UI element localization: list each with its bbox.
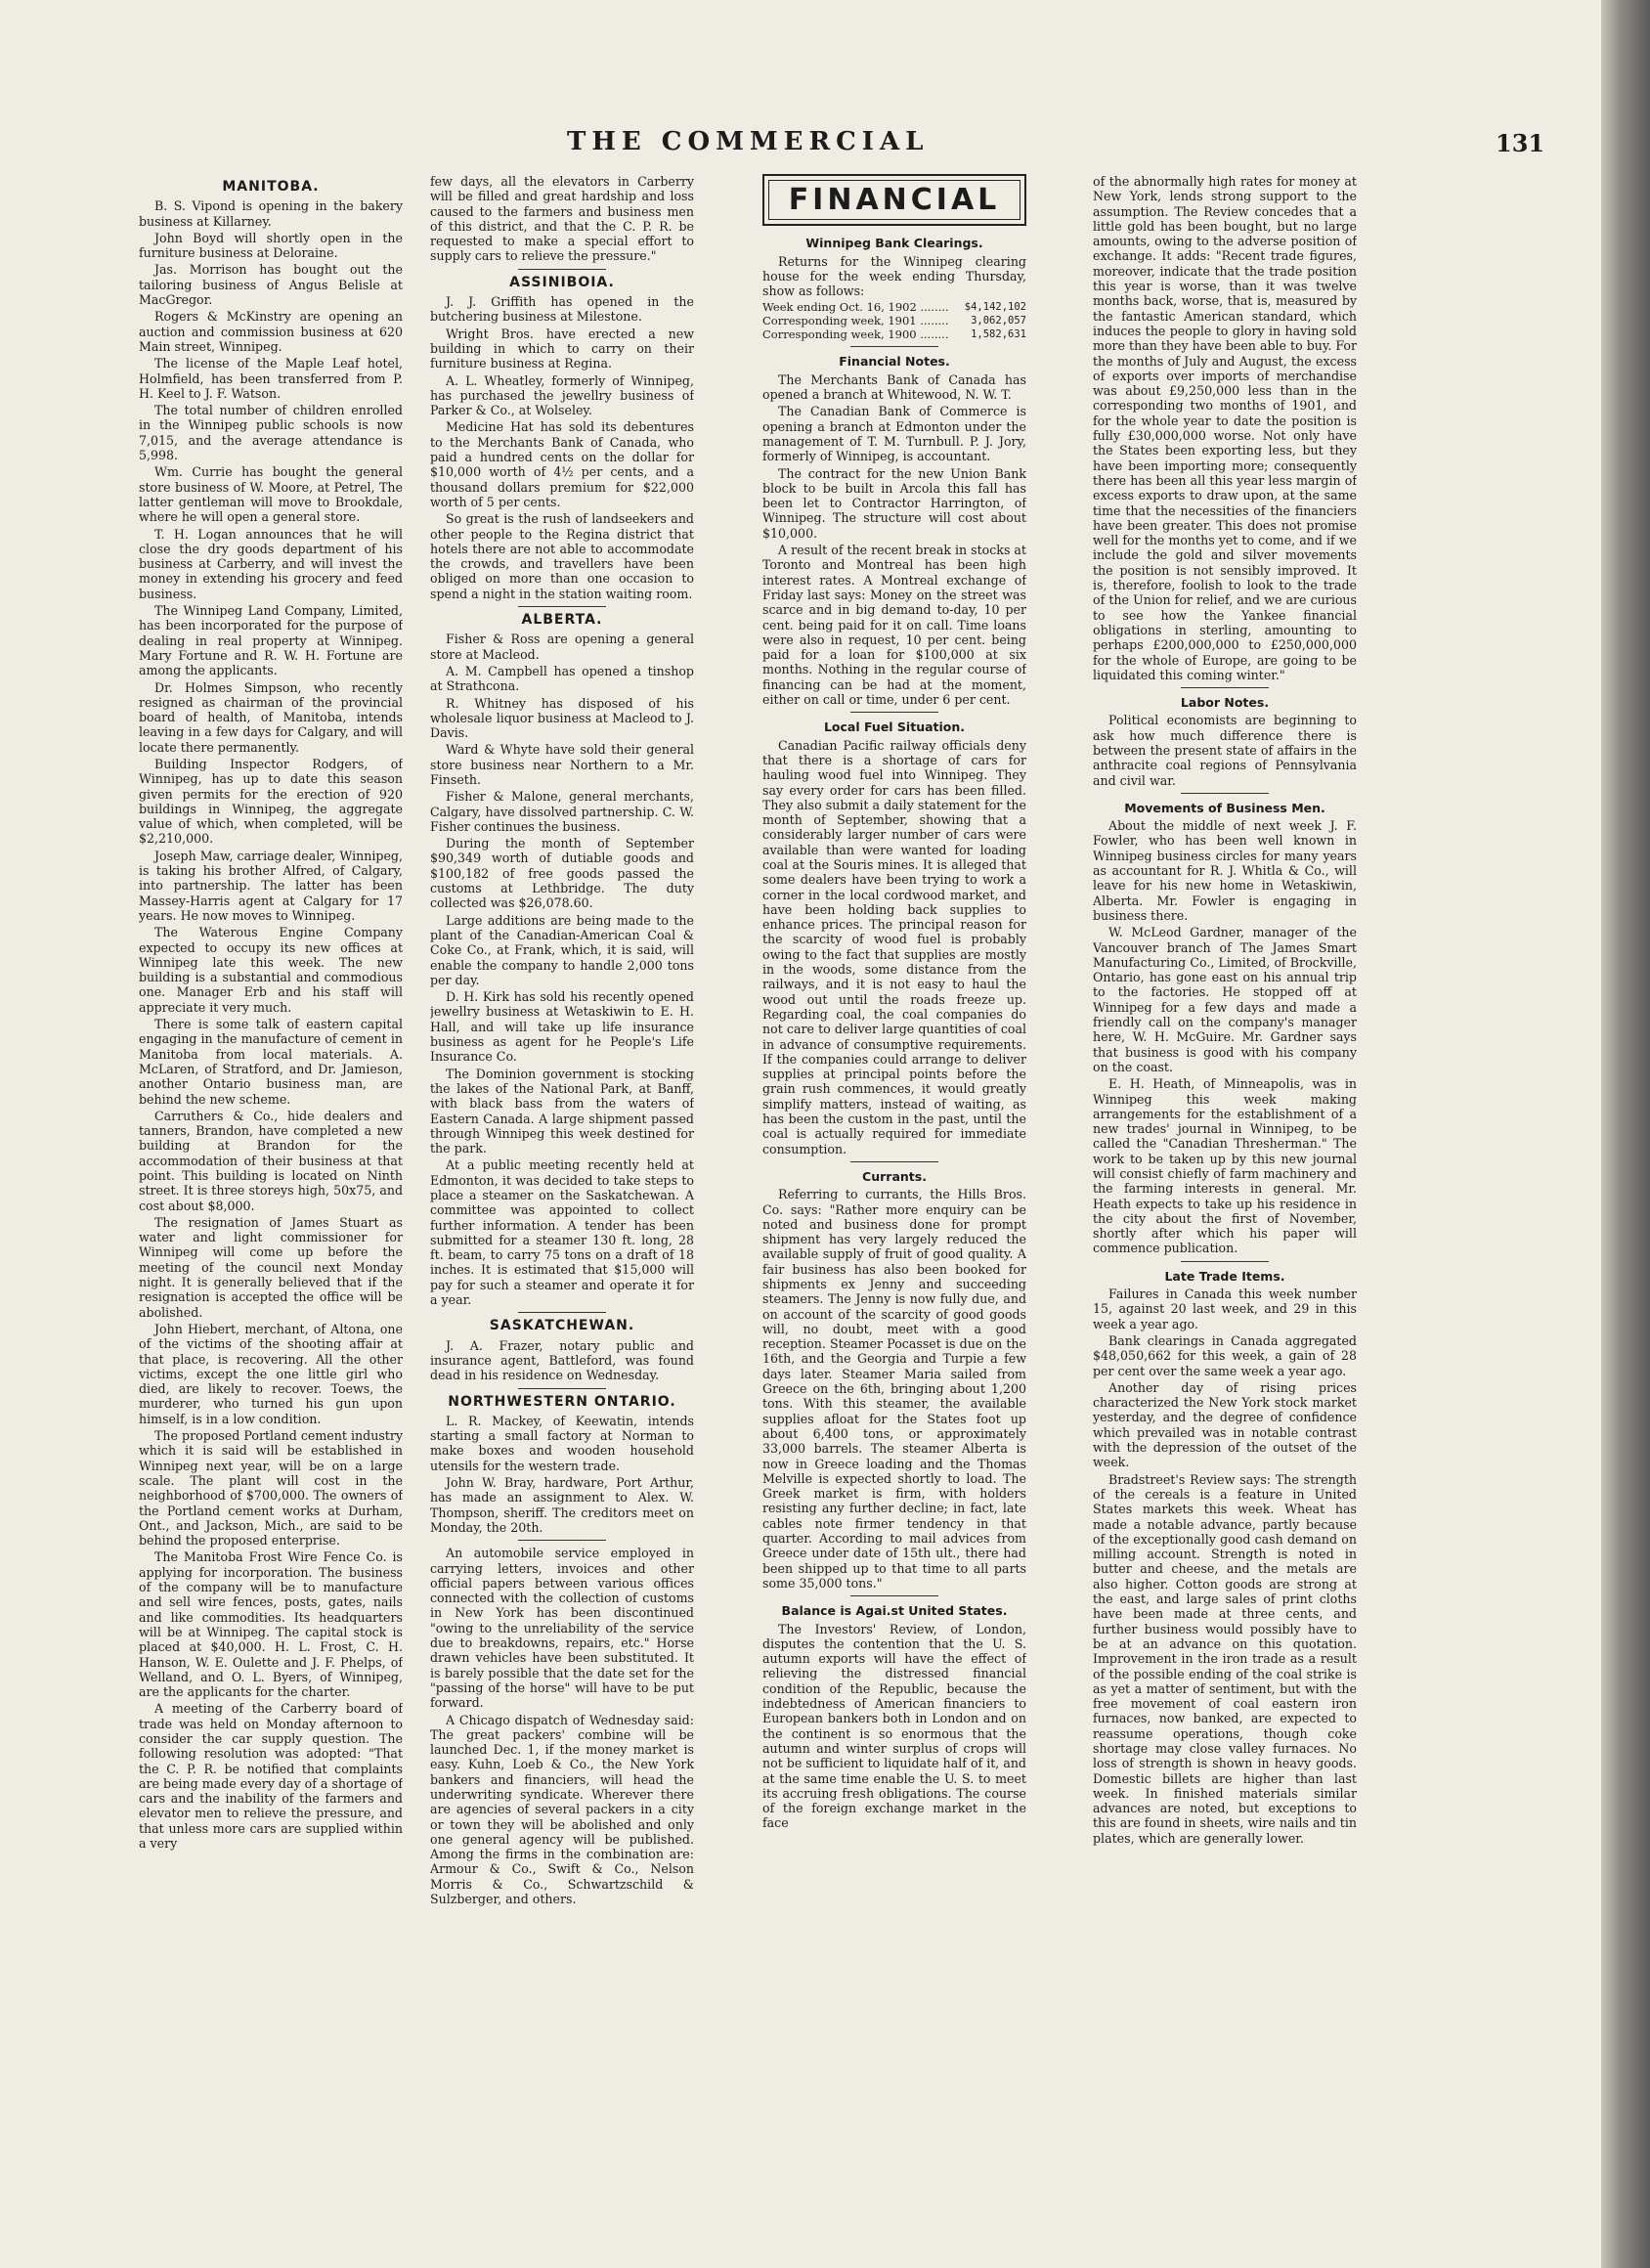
news-item: Canadian Pacific railway officials deny that there is a shortage of cars for hauling wood fuel into Winnipeg. They say every order for cars has been filled. They also submit a daily statement for the month of September, showing that a considerably larger number of cars were available than were wanted for loading coal at the Souris mines. It is alleged that some dealers have been trying to work a corner in the local cordwood market, and have been holding back supplies to enhance prices. The principal reason for the scarcity of wood fuel is probably owing to the fact that supplies are mostly in the woods, some distance from the railways, and it is not easy to haul the wood out until the roads freeze up. Regarding coal, the coal companies do not care to deliver large quantities of coal in advance of consumptive requirements. If the companies could arrange to deliver supplies at principal points before the grain rush commences, it would greatly simplify matters, instead of waiting, as has been the custom in the past, until the coal is actually required for immediate consumption. [762, 737, 1026, 1156]
section-heading-alberta: ALBERTA. [521, 612, 603, 629]
running-head: THE COMMERCIAL [567, 127, 930, 156]
heading-bank-clearings: Winnipeg Bank Clearings. [805, 236, 983, 251]
northwestern-ontario-items [430, 1414, 694, 1535]
balance-items [762, 1622, 1026, 1831]
news-item: Ward & Whyte have sold their general store business near Northern to a Mr. Finseth. [430, 742, 694, 787]
continued-paragraph: of the abnormally high rates for money at New York, lends strong support to the assumption. The Review concedes that a little gold has been bought, but no large amounts, owing to the adverse position of exchange. It adds: "Recent trade figures, moreover, indicate that the trade position this year is worse, than it was twelve months back, worse, that is, measured by the fantastic American standard, which induces the people to glory in having sold more than they have been able to buy. For the months of July and August, the excess of exports over imports of merchandise was about £9,250,000 less than in the corresponding two months of 1901, and for the whole year to date the position is fully £30,000,000 worse. Not only have the States been exporting less, but they have been importing more; consequently there has been all this year less margin of excess exports to draw upon, at the same time that the necessities of the financiers have been greater. This does not promise well for the months yet to come, and if we include the gold and silver movements the position is not sensibly improved. It is, therefore, foolish to look to the trade of the Union for relief, and we are curious to see how the Yankee financial obligations in sterling, amounting to perhaps £200,000,000 to £250,000,000 for the whole of Europe, are going to be liquidated this coming winter." [1093, 174, 1357, 682]
assiniboia-items [430, 294, 694, 601]
heading-labor-notes: Labor Notes. [1180, 695, 1270, 711]
section-heading-saskatchewan: SASKATCHEWAN. [489, 1318, 635, 1334]
news-item: B. S. Vipond is opening in the bakery business at Killarney. [139, 198, 403, 229]
column-4 [1093, 174, 1357, 2266]
news-item: Joseph Maw, carriage dealer, Winnipeg, is taking his brother Alfred, of Calgary, into partnership. The latter has been Massey-Harris agent at Calgary for 17 years. He now moves to Winnipeg. [139, 848, 403, 923]
news-item: E. H. Heath, of Minneapolis, was in Winnipeg this week making arrangements for the establishment of a new trades' journal in Winnipeg, to be called the "Canadian Thresherman." The work to be taken up by this new journal will consist chiefly of farm machinery and the farming interests in general. Mr. Heath expects to take up his residence in the city about the first of November, shortly after which his paper will commence publication. [1093, 1076, 1357, 1256]
news-item: Jas. Morrison has bought out the tailoring business of Angus Belisle at MacGregor. [139, 262, 403, 308]
news-item: Medicine Hat has sold its debentures to the Merchants Bank of Canada, who paid a hundred cents on the dollar for $10,000 worth of 4½ per cents, and a thousand dollars premium for $22,000 worth of 5 per cents. [430, 419, 694, 509]
clearings-value: 1,582,631 [971, 328, 1026, 341]
binding-edge [1601, 0, 1650, 2268]
clearings-label: Corresponding week, 1901 ........ [762, 314, 949, 328]
financial-title: FINANCIAL [768, 180, 1020, 220]
news-item: Referring to currants, the Hills Bros. Co. says: "Rather more enquiry can be noted and business done for prompt shipment has very largely reduced the available supply of fruit of good quality. A fair business has also been booked for shipments ex Jenny and succeeding steamers. The Jenny is now fully due, and on account of the scarcity of good goods will, no doubt, meet with a good reception. Steamer Pocasset is due on the 16th, and the Georgia and Turpie a few days later. Steamer Maria sailed from Greece on the 6th, bringing about 1,200 tons. With this steamer, the available supplies afloat for the States foot up about 6,400 tons, or approximately 33,000 barrels. The steamer Alberta is now in Greece loading and the Thomas Melville is expected shortly to load. The Greek market is firm, with holders resisting any further decline; in fact, late cables note firmer tendency in that quarter. According to mail advices from Greece under date of 15th ult., there had been shipped up to that time to all parts some 35,000 tons." [762, 1187, 1026, 1591]
news-item: A. L. Wheatley, formerly of Winnipeg, has purchased the jewellry business of Parker & Co., at Wolseley. [430, 372, 694, 418]
heading-financial-notes: Financial Notes. [839, 354, 950, 370]
section-rule [518, 269, 606, 270]
news-item: The contract for the new Union Bank block to be built in Arcola this fall has been let to Contractor Harrington, of Winnipeg. The structure will cost about $10,000. [762, 465, 1026, 541]
clearings-value: $4,142,102 [964, 301, 1026, 314]
section-rule [518, 606, 606, 607]
late-trade-items [1093, 1287, 1357, 1846]
news-item: J. J. Griffith has opened in the butchering business at Milestone. [430, 294, 694, 325]
news-item: Wright Bros. have erected a new building in which to carry on their furniture business at Regina. [430, 326, 694, 371]
fuel-items [762, 738, 1026, 1156]
news-item: Bank clearings in Canada aggregated $48,050,662 for this week, a gain of 28 per cent over the same week a year ago. [1093, 1332, 1357, 1378]
news-item: The license of the Maple Leaf hotel, Holmfield, has been transferred from P. H. Keel to J. F. Watson. [139, 356, 403, 401]
saskatchewan-items [430, 1338, 694, 1383]
clearings-table [762, 300, 1026, 341]
column-3 [762, 174, 1026, 2266]
news-item: The Canadian Bank of Commerce is opening a branch at Edmonton under the management of T. M. Turnbull. P. J. Jory, formerly of Winnipeg, is accountant. [762, 404, 1026, 464]
news-item: The Winnipeg Land Company, Limited, has been incorporated for the purpose of dealing in real property at Winnipeg. Mary Fortune and R. W. H. Fortune are among the applicants. [139, 603, 403, 678]
news-item: Fisher & Malone, general merchants, Calgary, have dissolved partnership. C. W. Fisher continues the business. [430, 789, 694, 834]
news-item: During the month of September $90,349 worth of dutiable goods and $100,182 of free goods passed the customs at Lethbridge. The duty collected was $26,078.60. [430, 836, 694, 911]
section-rule [1181, 687, 1269, 688]
news-item: W. McLeod Gardner, manager of the Vancouver branch of The James Smart Manufacturing Co., Limited, of Brockville, Ontario, has gone east on his annual trip to the factories. He stopped off at Winnipeg for a few days and made a friendly call on the company's manager here, W. H. McGuire. Mr. Gardner says that business is good with his company on the coast. [1093, 925, 1357, 1074]
news-item: The Merchants Bank of Canada has opened a branch at Whitewood, N. W. T. [762, 371, 1026, 403]
manitoba-items [139, 198, 403, 1851]
clearings-row [762, 327, 1026, 341]
financial-banner [762, 174, 1026, 226]
news-item: The Manitoba Frost Wire Fence Co. is applying for incorporation. The business of the company will be to manufacture and sell wire fences, posts, gates, nails and like commodities. Its headquarters will be at Winnipeg. The capital stock is placed at $40,000. H. L. Frost, C. H. Hanson, W. E. Oulette and J. F. Phelps, of Welland, and O. L. Byers, of Winnipeg, are the applicants for the charter. [139, 1549, 403, 1700]
section-rule [518, 1312, 606, 1313]
news-item: At a public meeting recently held at Edmonton, it was decided to take steps to place a steamer on the Saskatchewan. A committee was appointed to collect further information. A tender has been submitted for a steamer 130 ft. long, 28 ft. beam, to carry 75 tons on a draft of 18 inches. It is estimated that $15,000 will pay for such a steamer and operate it for a year. [430, 1157, 694, 1308]
page-number: 131 [1496, 129, 1545, 157]
news-item: The total number of children enrolled in the Winnipeg public schools is now 7,015, and the average attendance is 5,998. [139, 403, 403, 463]
news-item: The Dominion government is stocking the lakes of the National Park, at Banff, with black bass from the waters of Eastern Canada. A large shipment passed through Winnipeg this week destined for the park. [430, 1066, 694, 1156]
news-item: John Hiebert, merchant, of Altona, one of the victims of the shooting affair at that place, is recovering. All the other victims, except the one little girl who died, are likely to recover. Toews, the murderer, who turned his gun upon himself, is in a low condition. [139, 1321, 403, 1426]
section-rule [850, 346, 938, 347]
clearings-row [762, 300, 1026, 314]
news-item: Political economists are beginning to ask how much difference there is between the present state of affairs in the anthracite coal regions of Pennsylvania and civil war. [1093, 713, 1357, 788]
clearings-row [762, 314, 1026, 327]
news-item: Bradstreet's Review says: The strength of the cereals is a feature in United States markets this week. Wheat has made a notable advance, partly because of the exceptionally good cash demand on milling account. Strength is noted in butter and cheese, and the metals are also higher. Cotton goods are strong at the east, and large sales of print cloths have been made at three cents, and further business would possibly have to be at an advance on this quotation. Improvement in the iron trade as a result of the possible ending of the coal strike is as yet a matter of sentiment, but with the free movement of coal eastern iron furnaces, now banked, are expected to reassume operations, though coke shortage may close valley furnaces. No loss of strength is shown in heavy goods. Domestic billets are higher than last week. In finished materials similar advances are noted, but exceptions to this are found in sheets, wire nails and tin plates, which are generally lower. [1093, 1471, 1357, 1846]
news-item: So great is the rush of landseekers and other people to the Regina district that hotels there are not able to accommodate the crowds, and travellers have been obliged on more than one occasion to spend a night in the station waiting room. [430, 511, 694, 601]
section-rule [850, 1161, 938, 1162]
news-item: A result of the recent break in stocks at Toronto and Montreal has been high interest rates. A Montreal exchange of Friday last says: Money on the street was scarce and in big demand to-day, 10 per cent. being paid for it on call. Time loans were also in request, 10 per cent. being paid for a loan for $100,000 at six months. Nothing in the regular course of financing can be had at the moment, either on call or time, under 6 per cent. [762, 543, 1026, 708]
news-item: A Chicago dispatch of Wednesday said: The great packers' combine will be launched Dec. 1, if the money market is easy. Kuhn, Loeb & Co., the New York bankers and financiers, will head the underwriting syndicate. Wherever there are agencies of several packers in a city or town they will be abolished and only one general agency will be published. Among the firms in the combination are: Armour & Co., Swift & Co., Nelson Morris & Co., Schwartzschild & Sulzberger, and others. [430, 1712, 694, 1907]
news-item: The proposed Portland cement industry which it is said will be established in Winnipeg next year, will be on a large scale. The plant will cost in the neighborhood of $700,000. The owners of the Portland cement works at Durham, Ont., and Jackson, Mich., are said to be behind the proposed enterprise. [139, 1428, 403, 1548]
continued-paragraph: few days, all the elevators in Carberry will be filled and great hardship and loss caused to the farmers and business men of this district, and that the C. P. R. be requested to make a special effort to supply cars to relieve the pressure." [430, 174, 694, 264]
section-rule [518, 1388, 606, 1389]
clearings-intro: Returns for the Winnipeg clearing house for the week ending Thursday, show as follows: [762, 253, 1026, 299]
news-item: Building Inspector Rodgers, of Winnipeg, has up to date this season given permits for the erection of 920 buildings in Winnipeg, the aggregate value of which, when completed, will be $2,210,000. [139, 756, 403, 847]
clearings-label: Corresponding week, 1900 ........ [762, 327, 949, 342]
column-1 [139, 174, 403, 2266]
news-item: There is some talk of eastern capital engaging in the manufacture of cement in Manitoba from local materials. A. McLaren, of Stratford, and Dr. Jamieson, another Ontario business man, are behind the new scheme. [139, 1017, 403, 1107]
news-item: Another day of rising prices characterized the New York stock market yesterday, and the degree of confidence which prevailed was in notable contrast with the depression of the outset of the week. [1093, 1379, 1357, 1470]
financial-notes-items [762, 372, 1026, 708]
currants-items [762, 1187, 1026, 1591]
news-item: The Investors' Review, of London, disputes the contention that the U. S. autumn exports will have the effect of relieving the distressed financial condition of the Republic, because the indebtedness of American financiers to European bankers both in London and on the continent is so enormous that the autumn and winter surplus of crops will not be sufficient to liquidate half of it, and at the same time enable the U. S. to meet its accruing fresh obligations. The course of the foreign exchange market in the face [762, 1621, 1026, 1831]
labor-items [1093, 713, 1357, 787]
news-item: John W. Bray, hardware, Port Arthur, has made an assignment to Alex. W. Thompson, sheriff. The creditors meet on Monday, the 20th. [430, 1475, 694, 1535]
section-heading-manitoba: MANITOBA. [222, 179, 320, 195]
news-item: The Waterous Engine Company expected to occupy its new offices at Winnipeg late this week. The new building is a substantial and commodious one. Manager Erb and his staff will appreciate it very much. [139, 925, 403, 1015]
news-item: The resignation of James Stuart as water and light commissioner for Winnipeg will come up before the meeting of the council next Monday night. It is generally believed that if the resignation is accepted the office will be abolished. [139, 1214, 403, 1320]
news-item: Large additions are being made to the plant of the Canadian-American Coal & Coke Co., at Frank, which, it is said, will enable the company to handle 2,000 tons per day. [430, 912, 694, 987]
news-item: An automobile service employed in carrying letters, invoices and other official papers between various offices connected with the collection of customs in New York has been discontinued "owing to the unreliability of the service due to breakdowns, repairs, etc." Horse drawn vehicles have been substituted. It is barely possible that the date set for the "passing of the horse" will have to be put forward. [430, 1546, 694, 1711]
news-item: D. H. Kirk has sold his recently opened jewellry business at Wetaskiwin to E. H. Hall, and will take up life insurance business as agent for he People's Life Insurance Co. [430, 989, 694, 1065]
misc-items [430, 1546, 694, 1906]
section-rule [1181, 1261, 1269, 1262]
section-rule [850, 1595, 938, 1596]
news-item: A. M. Campbell has opened a tinshop at Strathcona. [430, 663, 694, 694]
news-item: Carruthers & Co., hide dealers and tanners, Brandon, have completed a new building at Brandon for the accommodation of their business at that point. This building is located on Ninth street. It is three storeys high, 50x75, and cost about $8,000. [139, 1108, 403, 1213]
movements-items [1093, 818, 1357, 1256]
news-item: John Boyd will shortly open in the furniture business at Deloraine. [139, 230, 403, 261]
news-item: Failures in Canada this week number 15, against 20 last week, and 29 in this week a year ago. [1093, 1287, 1357, 1331]
news-item: A meeting of the Carberry board of trade was held on Monday afternoon to consider the car supply question. The following resolution was adopted: "That the C. P. R. be notified that complaints are being made every day of a shortage of cars and the inability of the farmers and elevator men to relieve the pressure, and that unless more cars are supplied within a very [139, 1701, 403, 1852]
heading-balance: Balance is Agai.st United States. [781, 1603, 1008, 1619]
heading-local-fuel: Local Fuel Situation. [823, 720, 966, 735]
news-item: L. R. Mackey, of Keewatin, intends starting a small factory at Norman to make boxes and wooden household utensils for the western trade. [430, 1413, 694, 1473]
heading-movements: Movements of Business Men. [1124, 800, 1325, 815]
alberta-items [430, 632, 694, 1307]
news-item: Dr. Holmes Simpson, who recently resigned as chairman of the provincial board of health, of Manitoba, intends leaving in a few days for Calgary, and will locate there permanently. [139, 679, 403, 755]
heading-late-trade: Late Trade Items. [1164, 1268, 1285, 1284]
section-heading-northwestern-ontario: NORTHWESTERN ONTARIO. [448, 1393, 676, 1410]
section-rule [1181, 793, 1269, 794]
clearings-value: 3,062,057 [971, 315, 1026, 327]
heading-currants: Currants. [862, 1168, 927, 1184]
clearings-label: Week ending Oct. 16, 1902 ........ [762, 300, 949, 315]
section-rule [518, 1540, 606, 1541]
news-item: About the middle of next week J. F. Fowler, who has been well known in Winnipeg business circles for many years as accountant for R. J. Whitla & Co., will leave for his new home in Wetaskiwin, Alberta. Mr. Fowler is engaging in business there. [1093, 818, 1357, 923]
section-heading-assiniboia: ASSINIBOIA. [509, 274, 615, 290]
news-item: T. H. Logan announces that he will close the dry goods department of his business at Carberry, and will invest the money in extending his grocery and feed business. [139, 526, 403, 601]
news-item: Fisher & Ross are opening a general store at Macleod. [430, 632, 694, 662]
news-item: J. A. Frazer, notary public and insurance agent, Battleford, was found dead in his residence on Wednesday. [430, 1337, 694, 1383]
column-2 [430, 174, 694, 2266]
news-item: Rogers & McKinstry are opening an auction and commission business at 620 Main street, Winnipeg. [139, 309, 403, 354]
section-rule [850, 712, 938, 713]
news-item: R. Whitney has disposed of his wholesale liquor business at Macleod to J. Davis. [430, 695, 694, 741]
news-item: Wm. Currie has bought the general store business of W. Moore, at Petrel, The latter gentleman will move to Brookdale, where he will open a general store. [139, 464, 403, 525]
